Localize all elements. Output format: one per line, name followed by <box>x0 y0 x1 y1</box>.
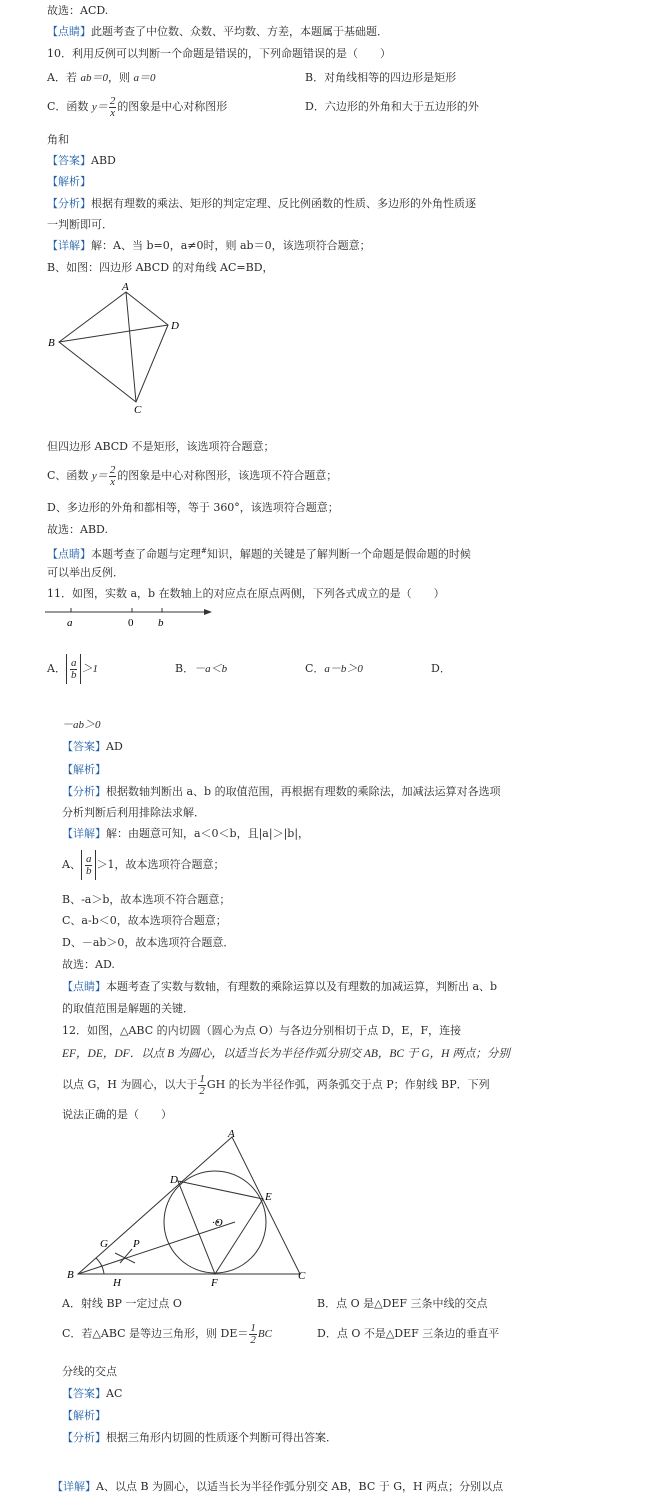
dianjing-label: 【点睛】 <box>47 25 91 38</box>
math-expr: y＝ <box>91 470 108 482</box>
numerator: 1 <box>250 1321 256 1334</box>
numerator: a <box>85 852 92 865</box>
q12-stem-1: 12．如图，△ABC 的内切圆（圆心为点 O）与各边分别相切于点 D，E，F，连接 <box>62 1024 462 1037</box>
q10-dianjing-cont: 可以举出反例． <box>47 566 124 579</box>
answer-label: 【答案】 <box>62 740 106 753</box>
fraction <box>109 465 117 488</box>
q11-choose: 故选：AD. <box>62 958 115 971</box>
math-expr: a＝0 <box>133 72 156 84</box>
q10-xiangjie <box>47 239 371 253</box>
dianjing-text: 本题考查了命题与定理 <box>91 547 201 561</box>
q11-answer <box>62 740 123 754</box>
answer-value: ABD <box>91 154 116 167</box>
q11-xiangjie-c: C、a-b＜0，故本选项符合题意； <box>62 914 227 927</box>
q11-dianjing <box>62 980 497 994</box>
stem-text: 以点 G，H 为圆心，以大于 <box>62 1078 198 1091</box>
q10-option-d-cont: 角和 <box>47 133 69 146</box>
q11-xiangjie-a <box>62 850 224 880</box>
xiangjie-text: 解：A、当 b=0，a≠0时，则 ab＝0，该选项符合题意； <box>91 239 371 252</box>
q10-stem: 10．利用反例可以判断一个命题是错误的，下列命题错误的是（ ） <box>47 47 391 60</box>
denominator: x <box>110 475 115 488</box>
xiangjie-text: A、以点 B 为圆心，以适当长为半径作弧分别交 AB，BC 于 G，H 两点；分别以点 <box>96 1480 504 1493</box>
q11-dianjing-cont: 的取值范围是解题的关键． <box>62 1002 194 1015</box>
q10-dianjing <box>47 544 471 562</box>
q10-fenxi <box>47 197 476 211</box>
math-expr: y＝ <box>91 101 108 113</box>
opt-label: C． <box>305 662 325 675</box>
q10-xiangjie-b: B、如图：四边形 ABCD 的对角线 AC=BD， <box>47 261 274 274</box>
q11-jiexi-label: 【解析】 <box>62 763 106 776</box>
q12-stem-3 <box>62 1072 490 1098</box>
fenxi-text: 根据数轴判断出 a、b 的取值范围，再根据有理数的乘除法，加减法运算对各选项 <box>106 785 501 798</box>
opt-text: 的图象是中心对称图形 <box>117 100 228 113</box>
label-b: B <box>48 337 55 349</box>
answer-value: AC <box>106 1387 123 1400</box>
label-o: ·O <box>212 1217 223 1229</box>
q12-stem-2: EF，DE，DF．以点 B 为圆心，以适当长为半径作弧分别交 AB，BC 于 G，H 两点；分别 <box>62 1048 510 1060</box>
q12-jiexi-label: 【解析】 <box>62 1409 106 1422</box>
denominator: b <box>85 864 92 877</box>
math-expr: －a＜b <box>194 663 228 675</box>
number-line-diagram <box>45 604 220 630</box>
xiangjie-label: 【详解】 <box>47 239 91 252</box>
q10-xiangjie-d: D、多边形的外角和都相等，等于 360°，该选项符合题意； <box>47 501 339 514</box>
fraction <box>198 1074 206 1097</box>
q12-option-d: D．点 O 不是△DEF 三条边的垂直平 <box>317 1327 500 1340</box>
fenxi-text: 根据三角形内切圆的性质逐个判断可得出答案． <box>106 1431 337 1444</box>
abs-value <box>66 654 82 684</box>
q12-stem-4: 说法正确的是（ ） <box>62 1108 172 1121</box>
answer-value: AD <box>106 740 123 753</box>
fraction <box>249 1323 257 1346</box>
q12-option-a: A．射线 BP 一定过点 O <box>62 1297 182 1310</box>
dianjing-text: 此题考查了中位数、众数、平均数、方差，本题属于基础题． <box>91 25 388 38</box>
fenxi-label: 【分析】 <box>62 1431 106 1444</box>
label-c: C <box>134 404 142 415</box>
answer-label: 【答案】 <box>47 154 91 167</box>
dianjing-sup: # <box>201 547 207 555</box>
opt-text: C、函数 <box>47 469 89 482</box>
q10-option-a <box>47 71 155 85</box>
label-h: H <box>113 1277 121 1289</box>
xiangjie-label: 【详解】 <box>52 1480 96 1493</box>
numerator: 2 <box>109 463 116 476</box>
dianjing-label: 【点睛】 <box>47 547 91 561</box>
axis-label-zero: 0 <box>128 617 134 629</box>
fenxi-text: 根据有理数的乘法、矩形的判定定理、反比例函数的性质、多边形的外角性质逐 <box>91 197 476 210</box>
dianjing-label: 【点睛】 <box>62 980 106 993</box>
denominator: x <box>110 106 115 119</box>
q11-fenxi-cont: 分析判断后利用排除法求解． <box>62 806 205 819</box>
q11-option-a <box>47 654 98 684</box>
q9-answer-line: 故选：ACD. <box>47 4 109 17</box>
q10-option-b: B．对角线相等的四边形是矩形 <box>305 71 457 84</box>
q12-xiangjie <box>52 1480 503 1494</box>
label-c: C <box>298 1270 306 1282</box>
numerator: 2 <box>109 94 116 107</box>
q11-option-c <box>305 662 363 676</box>
opt-label: C．函数 <box>47 100 89 113</box>
opt-label: A、 <box>62 858 81 871</box>
q12-option-b: B．点 O 是△DEF 三条中线的交点 <box>317 1297 488 1310</box>
q10-answer <box>47 154 116 168</box>
q10-fenxi-cont: 一判断即可． <box>47 218 113 231</box>
opt-text: ，则 <box>107 71 130 84</box>
q12-option-d-cont: 分线的交点 <box>62 1365 117 1378</box>
denominator: 2 <box>199 1084 205 1097</box>
q11-xiangjie-b: B、-a＞b，故本选项不符合题意； <box>62 893 231 906</box>
q11-option-d: D． <box>431 662 451 675</box>
denominator: 2 <box>250 1333 256 1346</box>
xiangjie-label: 【详解】 <box>62 827 106 840</box>
stem-text: GH 的长为半径作弧，两条弧交于点 P；作射线 BP．下列 <box>206 1078 490 1091</box>
dianjing-text: 知识，解题的关键是了解判断一个命题是假命题的时候 <box>206 547 471 561</box>
q10-after-b: 但四边形 ABCD 不是矩形，该选项符合题意； <box>47 440 275 453</box>
q11-fenxi <box>62 785 501 799</box>
q11-xiangjie <box>62 827 309 841</box>
numerator: a <box>70 656 77 669</box>
q11-stem: 11．如图，实数 a，b 在数轴上的对应点在原点两侧，下列各式成立的是（ ） <box>47 587 445 600</box>
q10-option-d: D．六边形的外角和大于五边形的外 <box>305 100 479 113</box>
label-g: G <box>100 1238 108 1250</box>
opt-label: A．若 <box>47 71 77 84</box>
math-expr: ab＝0 <box>80 72 108 84</box>
axis-label-a: a <box>67 617 73 629</box>
math-expr: ＞1 <box>81 663 98 675</box>
label-p: P <box>133 1238 140 1250</box>
opt-text: 的图象是中心对称图形，该选项不符合题意； <box>117 469 338 482</box>
quadrilateral-abcd-diagram <box>40 280 200 415</box>
math-expr: BC <box>257 1328 272 1340</box>
math-expr: a－b＞0 <box>324 663 363 675</box>
opt-label: A． <box>47 662 66 675</box>
label-f: F <box>211 1277 218 1289</box>
label-d: D <box>170 1174 178 1186</box>
q10-jiexi-label: 【解析】 <box>47 175 91 188</box>
q11-option-d-expr: －ab＞0 <box>62 719 101 731</box>
numerator: 1 <box>199 1072 205 1085</box>
label-a: A <box>228 1128 235 1140</box>
label-a: A <box>122 281 129 293</box>
abs-value <box>81 850 97 880</box>
q10-option-c <box>47 94 227 120</box>
label-b: B <box>67 1269 74 1281</box>
fenxi-label: 【分析】 <box>47 197 91 210</box>
label-d: D <box>171 320 179 332</box>
xiangjie-text: ＞1，故本选项符合题意； <box>96 858 225 871</box>
label-e: E <box>265 1191 272 1203</box>
q10-choose: 故选：ABD. <box>47 523 108 536</box>
q12-fenxi <box>62 1431 337 1445</box>
answer-label: 【答案】 <box>62 1387 106 1400</box>
axis-label-b: b <box>158 617 164 629</box>
q10-xiangjie-c <box>47 463 337 489</box>
fraction <box>85 854 93 877</box>
incircle-triangle-diagram <box>60 1125 320 1290</box>
denominator: b <box>70 668 77 681</box>
fenxi-label: 【分析】 <box>62 785 106 798</box>
q12-answer <box>62 1387 122 1401</box>
q11-xiangjie-d: D、－ab＞0，故本选项符合题意． <box>62 936 235 949</box>
q12-option-c <box>62 1321 272 1347</box>
q9-dianjing <box>47 25 388 39</box>
opt-label: B． <box>175 662 195 675</box>
q11-option-b <box>175 662 227 676</box>
fraction <box>70 658 78 681</box>
dianjing-text: 本题考查了实数与数轴，有理数的乘除运算以及有理数的加减运算，判断出 a、b <box>106 980 498 993</box>
xiangjie-text: 解：由题意可知，a＜0＜b，且|a|＞|b|， <box>106 827 310 840</box>
opt-text: C．若△ABC 是等边三角形，则 DE＝ <box>62 1327 249 1340</box>
fraction <box>109 96 117 119</box>
